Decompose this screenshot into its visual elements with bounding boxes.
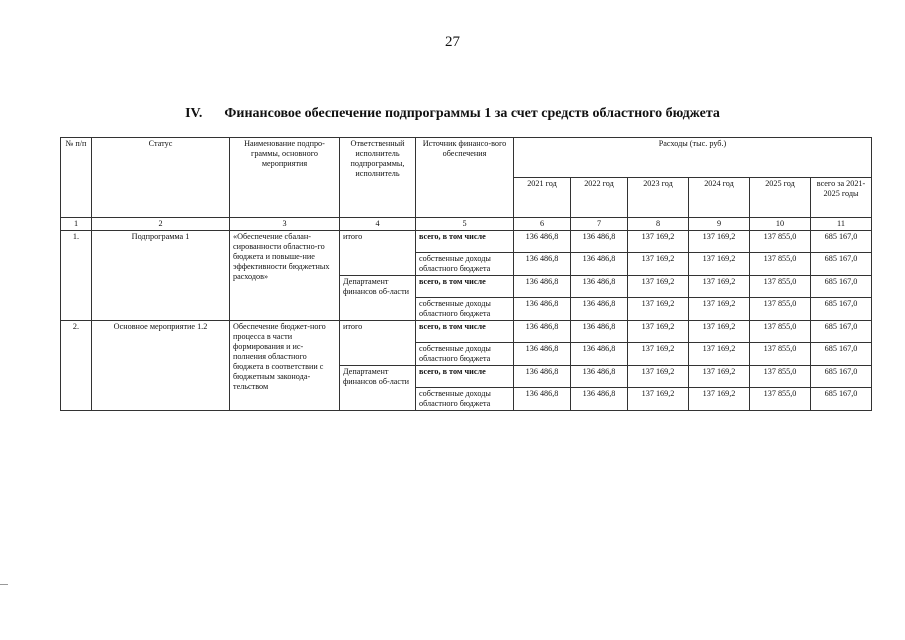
row-number: 2. [61, 321, 92, 411]
table-row [61, 321, 872, 343]
header-year-2024: 2024 год [689, 178, 750, 218]
row-amount: 137 855,0 [750, 276, 811, 298]
row-amount: 137 855,0 [750, 366, 811, 388]
row-funding-source: собственные доходы областного бюджета [416, 298, 514, 321]
row-funding-source: всего, в том числе [416, 276, 514, 298]
row-funding-source: собственные доходы областного бюджета [416, 253, 514, 276]
column-number: 8 [628, 218, 689, 231]
column-number: 6 [514, 218, 571, 231]
row-amount: 137 169,2 [689, 343, 750, 366]
column-number: 11 [811, 218, 872, 231]
column-number: 7 [571, 218, 628, 231]
section-title: Финансовое обеспечение подпрограммы 1 за счет средств областного бюджета [224, 106, 720, 121]
row-item-name: «Обеспечение сбалан-сированности областно-го бюджета и повыше-ние эффективности бюджетных расходов» [230, 231, 340, 321]
header-year-2023: 2023 год [628, 178, 689, 218]
row-amount: 137 169,2 [689, 388, 750, 411]
row-amount: 137 855,0 [750, 253, 811, 276]
column-number: 2 [92, 218, 230, 231]
row-amount: 685 167,0 [811, 366, 872, 388]
header-name: Наименование подпро-граммы, основного мероприятия [230, 138, 340, 218]
header-status: Статус [92, 138, 230, 218]
row-amount: 137 855,0 [750, 321, 811, 343]
row-amount: 137 169,2 [689, 366, 750, 388]
row-amount: 685 167,0 [811, 276, 872, 298]
row-amount: 137 169,2 [628, 276, 689, 298]
row-funding-source: всего, в том числе [416, 321, 514, 343]
row-amount: 136 486,8 [571, 253, 628, 276]
header-num: № п/п [61, 138, 92, 218]
header-year-2022: 2022 год [571, 178, 628, 218]
row-amount: 137 169,2 [628, 253, 689, 276]
row-amount: 136 486,8 [571, 298, 628, 321]
column-number: 1 [61, 218, 92, 231]
row-amount: 137 169,2 [628, 231, 689, 253]
row-amount: 137 169,2 [689, 321, 750, 343]
header-year-2025: 2025 год [750, 178, 811, 218]
row-amount: 685 167,0 [811, 388, 872, 411]
row-amount: 137 855,0 [750, 298, 811, 321]
row-funding-source: собственные доходы областного бюджета [416, 343, 514, 366]
row-amount: 137 169,2 [689, 253, 750, 276]
row-amount: 136 486,8 [514, 366, 571, 388]
section-heading [0, 106, 905, 122]
row-amount: 136 486,8 [514, 388, 571, 411]
row-amount: 136 486,8 [571, 388, 628, 411]
column-number: 5 [416, 218, 514, 231]
row-amount: 136 486,8 [514, 276, 571, 298]
row-funding-source: всего, в том числе [416, 366, 514, 388]
column-number: 9 [689, 218, 750, 231]
financing-table [60, 137, 872, 411]
row-amount: 685 167,0 [811, 231, 872, 253]
row-funding-source: всего, в том числе [416, 231, 514, 253]
row-amount: 137 169,2 [628, 388, 689, 411]
row-amount: 136 486,8 [571, 343, 628, 366]
column-number: 4 [340, 218, 416, 231]
row-amount: 136 486,8 [571, 231, 628, 253]
row-executor: Департамент финансов об-ласти [340, 366, 416, 411]
row-amount: 136 486,8 [514, 253, 571, 276]
page-edge-mark [0, 584, 8, 585]
row-amount: 137 169,2 [628, 366, 689, 388]
row-amount: 136 486,8 [571, 321, 628, 343]
row-amount: 137 169,2 [689, 276, 750, 298]
row-amount: 685 167,0 [811, 343, 872, 366]
table-body [61, 138, 872, 411]
table-row [61, 231, 872, 253]
header-year-2021: 2021 год [514, 178, 571, 218]
row-amount: 136 486,8 [514, 321, 571, 343]
row-status: Основное мероприятие 1.2 [92, 321, 230, 411]
row-item-name: Обеспечение бюджет-ного процесса в части формирования и ис-полнения областного бюджета в соответствии с бюджетным законода-тельством [230, 321, 340, 411]
row-status: Подпрограмма 1 [92, 231, 230, 321]
row-amount: 137 169,2 [689, 231, 750, 253]
column-number: 10 [750, 218, 811, 231]
row-amount: 136 486,8 [514, 343, 571, 366]
row-amount: 137 169,2 [689, 298, 750, 321]
row-funding-source: собственные доходы областного бюджета [416, 388, 514, 411]
column-number: 3 [230, 218, 340, 231]
row-amount: 137 855,0 [750, 343, 811, 366]
row-amount: 136 486,8 [514, 231, 571, 253]
section-number: IV. [185, 106, 203, 121]
row-amount: 137 169,2 [628, 321, 689, 343]
row-amount: 137 169,2 [628, 298, 689, 321]
row-amount: 136 486,8 [514, 298, 571, 321]
row-amount: 137 855,0 [750, 388, 811, 411]
row-amount: 685 167,0 [811, 253, 872, 276]
row-amount: 685 167,0 [811, 298, 872, 321]
header-responsible: Ответственный исполнитель подпрограммы, исполнитель [340, 138, 416, 218]
header-total: всего за 2021-2025 годы [811, 178, 872, 218]
row-amount: 137 169,2 [628, 343, 689, 366]
row-executor: Департамент финансов об-ласти [340, 276, 416, 321]
row-number: 1. [61, 231, 92, 321]
row-amount: 685 167,0 [811, 321, 872, 343]
header-expenses: Расходы (тыс. руб.) [514, 138, 872, 178]
row-executor: итого [340, 321, 416, 366]
row-amount: 136 486,8 [571, 366, 628, 388]
header-source: Источник финансо-вого обеспечения [416, 138, 514, 218]
row-executor: итого [340, 231, 416, 276]
row-amount: 137 855,0 [750, 231, 811, 253]
column-numbers-row [61, 218, 872, 231]
page-number: 27 [445, 34, 460, 50]
header-row [61, 138, 872, 178]
row-amount: 136 486,8 [571, 276, 628, 298]
